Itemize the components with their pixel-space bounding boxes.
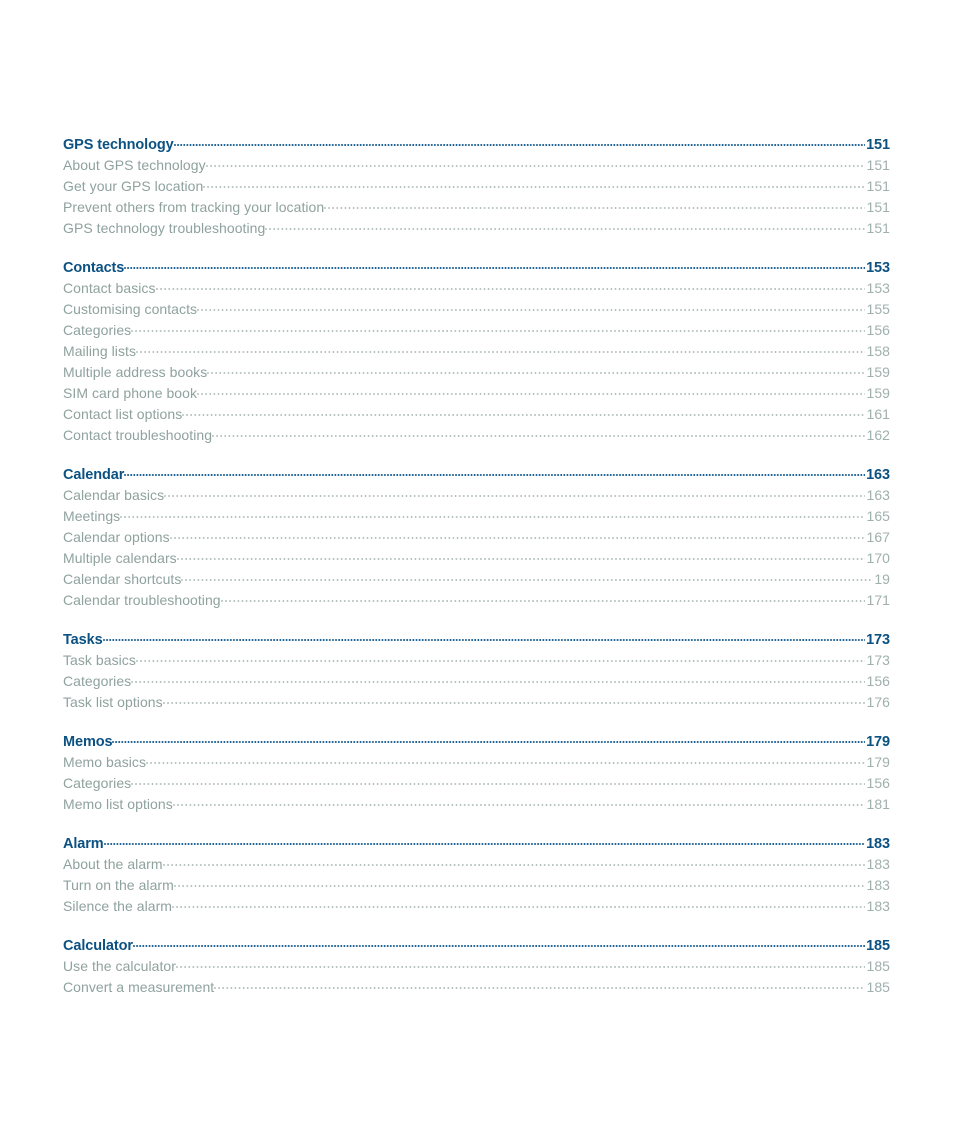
toc-entry-row[interactable] [63,175,890,196]
toc-heading-label: Alarm [63,836,104,852]
toc-entry-page-number: 167 [866,529,890,545]
toc-entry-page-number: 156 [866,673,890,689]
toc-entry-page-number: 173 [866,652,890,668]
toc-entry-page-number: 170 [866,550,890,566]
toc-entry-label: Meetings [63,508,121,524]
dot-leader [131,772,865,788]
dot-leader [103,628,866,644]
toc-entry-label: Contact troubleshooting [63,427,213,443]
dot-leader [124,463,865,479]
toc-entry-row[interactable] [63,484,890,505]
dot-leader [203,175,865,191]
toc-entry-page-number: 179 [866,754,890,770]
toc-entry-label: Categories [63,673,132,689]
toc-entry-page-number: 165 [866,508,890,524]
dot-leader [181,568,873,584]
toc-group [63,934,890,997]
toc-heading-row[interactable] [63,256,890,277]
toc-entry-page-number: 158 [866,343,890,359]
toc-entry-label: Customising contacts [63,301,198,317]
toc-entry-label: Get your GPS location [63,178,204,194]
toc-heading-label: Tasks [63,632,103,648]
toc-entry-label: About GPS technology [63,157,206,173]
toc-entry-page-number: 185 [866,958,890,974]
toc-entry-page-number: 163 [866,487,890,503]
toc-entry-label: Calendar options [63,529,170,545]
toc-entry-label: Turn on the alarm [63,877,174,893]
toc-entry-page-number: 151 [866,199,890,215]
toc-entry-row[interactable] [63,526,890,547]
toc-entry-page-number: 151 [866,178,890,194]
toc-entry-page-number: 153 [866,280,890,296]
toc-entry-page-number: 156 [866,322,890,338]
dot-leader [131,319,865,335]
dot-leader [172,895,865,911]
dot-leader [156,277,866,293]
toc-group [63,256,890,445]
toc-heading-page-number: 183 [866,836,890,852]
toc-entry-label: Calendar shortcuts [63,571,182,587]
dot-leader [163,853,866,869]
toc-entry-label: Prevent others from tracking your location [63,199,325,215]
toc-entry-label: About the alarm [63,856,163,872]
dot-leader [133,934,865,950]
toc-heading-row[interactable] [63,832,890,853]
dot-leader [174,874,866,890]
toc-entry-row[interactable] [63,277,890,298]
dot-leader [197,298,865,314]
toc-group [63,133,890,238]
toc-entry-row[interactable] [63,955,890,976]
toc-entry-page-number: 155 [866,301,890,317]
toc-entry-row[interactable] [63,505,890,526]
toc-entry-page-number: 19 [874,571,890,587]
dot-leader [120,505,865,521]
dot-leader [265,217,865,233]
toc-entry-row[interactable] [63,340,890,361]
toc-entry-row[interactable] [63,976,890,997]
toc-heading-row[interactable] [63,133,890,154]
toc-entry-page-number: 156 [866,775,890,791]
toc-entry-page-number: 151 [866,157,890,173]
toc-entry-row[interactable] [63,319,890,340]
dot-leader [170,526,866,542]
toc-entry-row[interactable] [63,793,890,814]
toc-heading-row[interactable] [63,463,890,484]
toc-entry-row[interactable] [63,853,890,874]
toc-entry-label: Contact list options [63,406,183,422]
toc-entry-row[interactable] [63,382,890,403]
toc-entry-label: Convert a measurement [63,979,215,995]
dot-leader [173,793,866,809]
toc-entry-page-number: 159 [866,385,890,401]
dot-leader [212,424,865,440]
toc-heading-row[interactable] [63,730,890,751]
toc-entry-row[interactable] [63,568,890,589]
toc-entry-page-number: 181 [866,796,890,812]
toc-group [63,628,890,712]
toc-heading-page-number: 151 [866,137,890,153]
dot-leader [207,361,865,377]
toc-entry-page-number: 183 [866,877,890,893]
toc-entry-label: Memo list options [63,796,173,812]
toc-entry-page-number: 171 [866,592,890,608]
dot-leader [176,955,866,971]
dot-leader [324,196,865,212]
toc-entry-page-number: 151 [866,220,890,236]
toc-group [63,832,890,916]
toc-entry-row[interactable] [63,298,890,319]
toc-heading-page-number: 185 [866,938,890,954]
toc-heading-row[interactable] [63,934,890,955]
toc-entry-label: Memo basics [63,754,147,770]
dot-leader [182,403,865,419]
toc-entry-page-number: 185 [866,979,890,995]
toc-entry-page-number: 161 [866,406,890,422]
toc-entry-row[interactable] [63,895,890,916]
toc-heading-label: Calculator [63,938,133,954]
toc-entry-label: Mailing lists [63,343,137,359]
toc-entry-row[interactable] [63,217,890,238]
toc-entry-label: Calendar basics [63,487,165,503]
toc-entry-label: Contact basics [63,280,156,296]
toc-entry-page-number: 183 [866,856,890,872]
toc-entry-row[interactable] [63,154,890,175]
toc-entry-label: Task basics [63,652,136,668]
toc-entry-row[interactable] [63,670,890,691]
toc-entry-row[interactable] [63,361,890,382]
dot-leader [214,976,865,992]
toc-heading-label: GPS technology [63,137,174,153]
dot-leader [163,691,866,707]
toc-heading-page-number: 179 [866,734,890,750]
toc-heading-page-number: 173 [866,632,890,648]
dot-leader [174,133,866,149]
toc-entry-label: GPS technology troubleshooting [63,220,266,236]
toc-entry-row[interactable] [63,196,890,217]
toc-entry-row[interactable] [63,751,890,772]
dot-leader [112,730,865,746]
toc-entry-label: Multiple calendars [63,550,177,566]
toc-group [63,463,890,610]
toc-entry-label: Multiple address books [63,364,208,380]
dot-leader [146,751,865,767]
dot-leader [136,649,866,665]
toc-entry-label: Calendar troubleshooting [63,592,221,608]
toc-entry-row[interactable] [63,874,890,895]
toc-entry-page-number: 183 [866,898,890,914]
toc-entry-page-number: 162 [866,427,890,443]
toc-entry-row[interactable] [63,649,890,670]
toc-entry-row[interactable] [63,589,890,610]
toc-group [63,730,890,814]
toc-heading-row[interactable] [63,628,890,649]
toc-heading-label: Memos [63,734,113,750]
dot-leader [221,589,866,605]
toc-heading-page-number: 153 [866,260,890,276]
toc-entry-page-number: 159 [866,364,890,380]
dot-leader [206,154,866,170]
toc-heading-label: Calendar [63,467,125,483]
toc-heading-label: Contacts [63,260,125,276]
toc-entry-page-number: 176 [866,694,890,710]
table-of-contents [63,133,890,997]
dot-leader [104,832,865,848]
toc-entry-label: Silence the alarm [63,898,173,914]
toc-entry-label: Categories [63,775,132,791]
toc-entry-row[interactable] [63,772,890,793]
dot-leader [131,670,865,686]
toc-entry-label: SIM card phone book [63,385,198,401]
toc-entry-row[interactable] [63,424,890,445]
dot-leader [164,484,865,500]
dot-leader [197,382,865,398]
toc-entry-row[interactable] [63,547,890,568]
toc-heading-page-number: 163 [866,467,890,483]
toc-entry-label: Use the calculator [63,958,176,974]
dot-leader [124,256,865,272]
toc-entry-label: Task list options [63,694,163,710]
dot-leader [177,547,866,563]
toc-entry-row[interactable] [63,691,890,712]
dot-leader [136,340,865,356]
toc-entry-row[interactable] [63,403,890,424]
toc-entry-label: Categories [63,322,132,338]
